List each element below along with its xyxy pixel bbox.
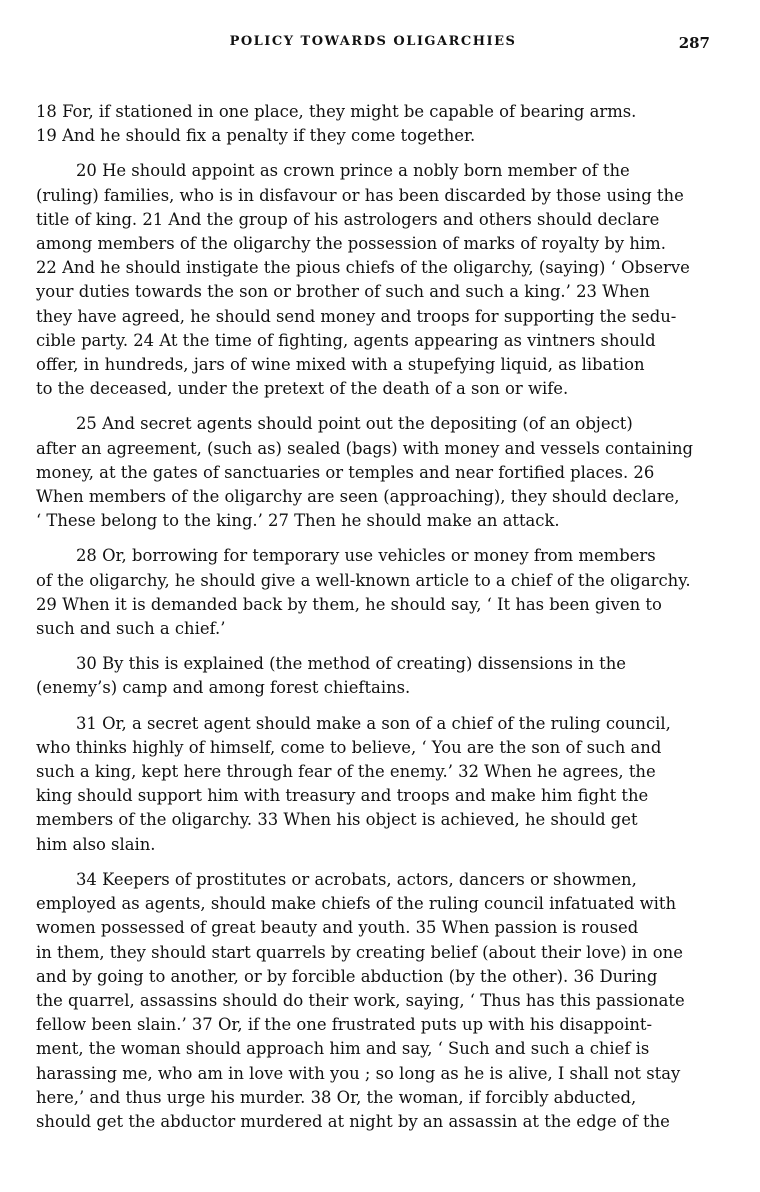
text-line: (enemy’s) camp and among forest chieftains. bbox=[36, 678, 411, 698]
running-header bbox=[36, 34, 710, 54]
text-line: such and such a chief.’ bbox=[36, 619, 226, 639]
text-line: harassing me, who am in love with you ; so long as he is alive, I shall not stay bbox=[36, 1063, 681, 1083]
text-line: here,’ and thus urge his murder. 38 Or, the woman, if forcibly abducted, bbox=[36, 1087, 637, 1107]
paragraph bbox=[36, 868, 710, 1134]
paragraph bbox=[36, 652, 710, 700]
text-line: king should support him with treasury and troops and make him fight the bbox=[36, 786, 649, 806]
text-line: 20 He should appoint as crown prince a nobly born member of the bbox=[76, 161, 630, 181]
text-line: ment, the woman should approach him and say, ‘ Such and such a chief is bbox=[36, 1039, 650, 1059]
text-line: among members of the oligarchy the possession of marks of royalty by him. bbox=[36, 234, 666, 254]
paragraph bbox=[36, 544, 710, 641]
text-line: 30 By this is explained (the method of creating) dissensions in the bbox=[76, 654, 626, 674]
text-line: the quarrel, assassins should do their work, saying, ‘ Thus has this passionate bbox=[36, 990, 685, 1010]
text-line: such a king, kept here through fear of the enemy.’ 32 When he agrees, the bbox=[36, 762, 656, 782]
text-line: and by going to another, or by forcible abduction (by the other). 36 During bbox=[36, 966, 658, 986]
text-line: title of king. 21 And the group of his astrologers and others should declare bbox=[36, 209, 660, 229]
paragraph bbox=[36, 159, 710, 401]
text-line: in them, they should start quarrels by creating belief (about their love) in one bbox=[36, 942, 683, 962]
text-line: (ruling) families, who is in disfavour or has been discarded by those using the bbox=[36, 185, 684, 205]
text-line: 18 For, if stationed in one place, they might be capable of bearing arms. bbox=[36, 102, 637, 121]
text-line: women possessed of great beauty and youth. 35 When passion is roused bbox=[36, 918, 639, 938]
text-line: 22 And he should instigate the pious chiefs of the oligarchy, (saying) ‘ Observe bbox=[36, 258, 690, 278]
text-line: your duties towards the son or brother of such and such a king.’ 23 When bbox=[36, 282, 650, 302]
text-line: him also slain. bbox=[36, 834, 156, 854]
text-line: cible party. 24 At the time of fighting, agents appearing as vintners should bbox=[36, 330, 656, 350]
text-line: ‘ These belong to the king.’ 27 Then he should make an attack. bbox=[36, 511, 560, 531]
body-text bbox=[36, 100, 710, 1134]
text-line: to the deceased, under the pretext of the death of a son or wife. bbox=[36, 379, 569, 399]
text-line: offer, in hundreds, jars of wine mixed with a stupefying liquid, as libation bbox=[36, 355, 645, 375]
text-line: 29 When it is demanded back by them, he should say, ‘ It has been given to bbox=[36, 594, 662, 614]
text-line: should get the abductor murdered at night by an assassin at the edge of the bbox=[36, 1111, 670, 1131]
paragraph bbox=[36, 412, 710, 533]
text-line: of the oligarchy, he should give a well-known article to a chief of the oligarchy. bbox=[36, 570, 691, 590]
text-line: fellow been slain.’ 37 Or, if the one frustrated puts up with his disappoint- bbox=[36, 1015, 653, 1035]
text-line: employed as agents, should make chiefs of the ruling council infatuated with bbox=[36, 894, 677, 914]
text-line: 19 And he should fix a penalty if they come together. bbox=[36, 126, 476, 146]
text-line: members of the oligarchy. 33 When his object is achieved, he should get bbox=[36, 810, 638, 830]
paragraph bbox=[36, 712, 710, 857]
text-line: money, at the gates of sanctuaries or temples and near fortified places. 26 bbox=[36, 462, 655, 482]
text-line: 31 Or, a secret agent should make a son of a chief of the ruling council, bbox=[76, 713, 671, 733]
running-title: POLICY TOWARDS OLIGARCHIES bbox=[229, 34, 517, 49]
text-line: When members of the oligarchy are seen (approaching), they should declare, bbox=[36, 487, 680, 507]
paragraph bbox=[36, 100, 710, 148]
text-line: 25 And secret agents should point out the depositing (of an object) bbox=[76, 414, 633, 434]
text-line: they have agreed, he should send money and troops for supporting the sedu- bbox=[36, 306, 677, 326]
text-line: who thinks highly of himself, come to believe, ‘ You are the son of such and bbox=[36, 737, 662, 757]
text-line: 34 Keepers of prostitutes or acrobats, actors, dancers or showmen, bbox=[76, 869, 637, 889]
text-line: 28 Or, borrowing for temporary use vehicles or money from members bbox=[76, 546, 656, 566]
text-line: after an agreement, (such as) sealed (bags) with money and vessels containing bbox=[36, 438, 693, 458]
page-number: 287 bbox=[678, 34, 710, 52]
